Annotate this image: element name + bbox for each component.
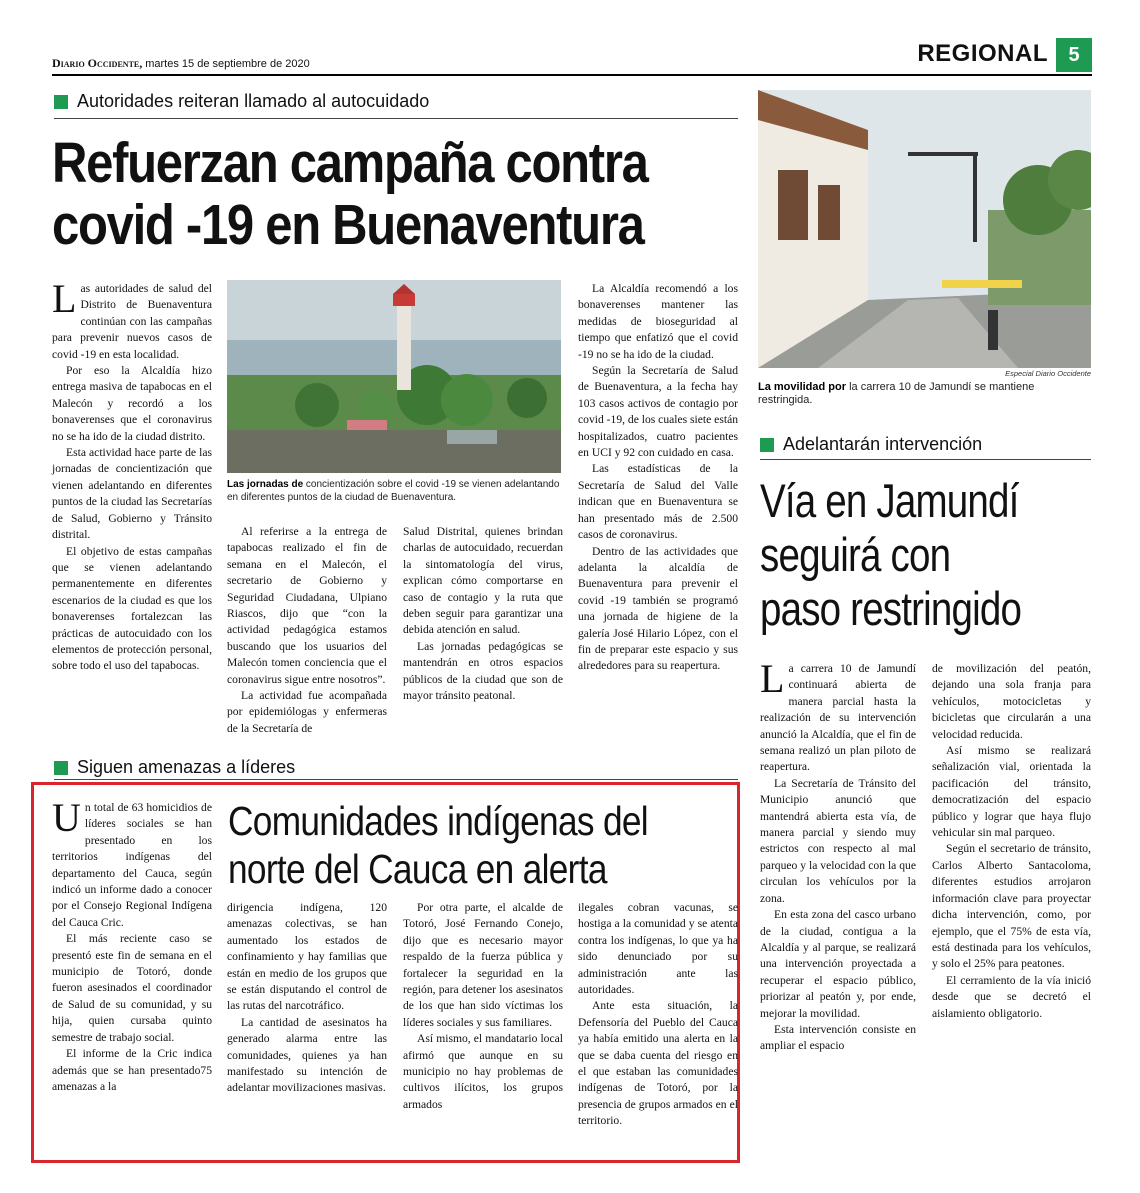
article1-col3-para1: Salud Distrital, quienes brindan charlas de autocuidado, recuerdan la sintomatología del virus, explican cómo comportarse en caso de contagio y la ruta que deben seguir para garantizar una debida atención en salud. [403,525,563,637]
article3-col4-para1: ilegales cobran vacunas, se hostiga a la comunidad y se atenta contra los indígenas, lo que ya ha sido denunciado por su administración ante las autoridades. [578,901,738,997]
article1-col1-para4: El objetivo de estas campañas que se vienen adelantando permanentemente en diferentes escenarios de la ciudad es que los bonaverenses fortalezcan las prácticas de autocuidado con los elementos de protección personal, sobre todo el uso del tapabocas. [52,544,212,673]
kicker-square-icon [54,95,68,109]
article1-drop-cap: L [52,276,77,321]
article3-kicker-rule [54,779,738,780]
article2-kicker-rule [760,459,1091,460]
article2-column-2 [932,661,1091,1022]
article2-col1-para2: La Secretaría de Tránsito del Municipio anunció que mantendrá abierta esta vía, de manera parcial y siendo muy estrictos con respecto al mal parqueo y la velocidad con la que circulan los vehículos por la zona. [760,776,916,905]
article1-col1-para1-text: as autoridades de salud del Distrito de Buenaventura continúan con las campañas para prevenir nuevos casos de covid -19 en esta localidad. [52,282,212,361]
article2-col1-para4: Esta intervención consiste en ampliar el espacio [760,1022,916,1053]
article3-col1-para1 [52,795,212,931]
article1-column-2 [227,524,387,737]
article3-column-3 [403,900,563,1113]
article1-kicker-text: Autoridades reiteran llamado al autocuidado [77,91,430,111]
article1-photo [227,280,561,473]
article2-col2-para2: Así mismo se realizará señalización vial, orientada la pacificación del tránsito, democratización del espacio público y lograr que haya flujo vehicular sin mal parqueo. [932,744,1091,840]
article2-col1-para3: En esta zona del casco urbano de la ciudad, contigua a la Alcaldía y al parque, se realizará una intervención proyectada a recuperar el espacio público, priorizar al peatón y, por ende, mejorar la movilidad. [760,908,916,1020]
article2-column-1 [760,656,916,1055]
article3-drop-cap: U [52,795,81,840]
article2-col2-para3: Según el secretario de tránsito, Carlos Alberto Santacoloma, diferentes estudios arrojaron información clave para proyectar dicha intervención, como, por ejemplo, que el 75% de esta vía, está destinada para los vehículos, y solo el 25% para peatones. [932,842,1091,971]
article1-column-1 [52,276,212,675]
article2-headline-line2: seguirá con [760,528,951,581]
article1-caption-lead: Las jornadas de [227,479,304,490]
article1-headline [52,132,654,256]
article1-kicker-rule [54,118,738,119]
article3-kicker-text: Siguen amenazas a líderes [77,757,296,777]
article1-col1-para2: Por eso la Alcaldía hizo entrega masiva de tapabocas en el Malecón y recordó a los bonaverenses que el coronavirus no se ha ido de la ciudad distrito. [52,364,212,443]
article3-column-2 [227,900,387,1097]
article3-col2-para1: dirigencia indígena, 120 amenazas colectivas, se han aumentado los estados de confinamiento y hay familias que están en medio de los grupos que se están disputando el control de las rutas del narcotráfico. [227,901,387,1013]
article2-drop-cap: L [760,656,785,701]
article2-caption-lead: La movilidad por [758,381,847,393]
header-rule [52,74,1092,76]
article2-photo-caption [758,381,1091,407]
article3-headline [228,797,727,893]
paper-name: Diario Occidente, [52,56,143,70]
article1-headline-line1: Refuerzan campaña contra [52,131,648,195]
article3-col3-para1: Por otra parte, el alcalde de Totoró, José Fernando Conejo, dijo que es necesario mayor respaldo de la fuerza pública y fortalecer la seguridad en la región, para detener los asesinatos de los que han sido víctimas los líderes sociales y sus familiares. [403,901,563,1029]
article1-col4-para2: Según la Secretaría de Salud de Buenaventura, a la fecha hay 103 casos activos de contagio por covid -19, de los cuales siete están hospitalizados, cuatro pacientes en UCI y 92 con cuidado en casa. [578,364,739,460]
article1-column-4 [578,281,738,675]
article2-col2-para4: El cerramiento de la vía inició desde que se decretó el aislamiento obligatorio. [932,973,1091,1020]
article3-headline-line2: norte del Cauca en alerta [228,846,607,892]
article2-photo-credit: Especial Diario Occidente [1005,369,1091,378]
article2-headline [760,474,1088,636]
masthead-line [52,56,310,71]
article1-col2-para1: Al referirse a la entrega de tapabocas realizado el fin de semana en el Malecón, el secretario de Gobierno y Seguridad Ciudadana, Ulpiano Riascos, dijo que “con la actividad pedagógica estamos buscando que los usuarios del Malecón tomen conciencia que el coronavirus sigue entre nosotros”. [227,525,387,686]
page-header [52,38,1092,78]
article2-headline-line3: paso restringido [760,582,1022,635]
article3-column-4 [578,900,738,1130]
article1-col4-para3: Las estadísticas de la Secretaría de Salud del Valle indican que en Buenaventura se han presentado más de 2.500 casos de coronavirus. [578,462,738,542]
article3-col1-para2: El más reciente caso se presentó este fin de semana en el municipio de Totoró, donde fueron asesinados el coordinador de Salud de su comunidad, y su hija, quien cursaba quinto semestre de trabajo social. [52,932,212,1044]
article2-col1-para1 [760,656,916,776]
kicker-square-icon [760,438,774,452]
issue-date: martes 15 de septiembre de 2020 [145,58,310,70]
article1-photo-caption [227,478,561,504]
article1-column-3 [403,524,563,704]
article1-kicker [54,91,429,112]
article1-col1-para1 [52,276,212,363]
article2-col1-para1-text: a carrera 10 de Jamundí continuará abierta de manera parcial hasta la realización de su intervención anunció la Alcaldía, que el fin de semana realizó un plan piloto de reapertura. [760,662,916,774]
article3-col3-para2: Así mismo, el mandatario local afirmó que aunque en su municipio no hay problemas de cultivos ilícitos, los grupos armados [403,1032,563,1111]
article2-caption-rest: la carrera 10 de Jamundí se mantiene restringida. [758,381,1035,406]
jamundi-street-photo-image [758,90,1091,368]
article1-col2-para2: La actividad fue acompañada por epidemiólogas y enfermeras de la Secretaría de [227,689,387,735]
article2-photo [758,90,1091,368]
article1-col1-para3: Esta actividad hace parte de las jornadas de concientización que vienen adelantando en diferentes puntos de la ciudad las Secretarías de Salud, Gobierno y Tránsito distrital. [52,446,212,542]
section-title: REGIONAL [917,40,1048,67]
article1-headline-line2: covid -19 en Buenaventura [52,193,644,257]
article2-kicker-text: Adelantarán intervención [783,434,983,454]
article3-col1-para1-text: n total de 63 homicidios de líderes sociales se han presentado en los territorios indígenas del departamento del Cauca, según indicó un informe dado a conocer por el Consejo Regional Indígena del Cauca Cric. [52,801,212,929]
article1-caption-rest: concientización sobre el covid -19 se vienen adelantando en diferentes puntos de la ciudad de Buenaventura. [227,479,560,503]
article2-col2-para1: de movilización del peatón, dejando una sola franja para vehículos, motocicletas y bicicletas que circularán a una velocidad reducida. [932,662,1091,741]
article3-headline-line1: Comunidades indígenas del [228,798,648,844]
article2-headline-line1: Vía en Jamundí [760,474,1019,527]
article3-col4-para2: Ante esta situación, la Defensoría del Pueblo del Cauca ya había emitido una alerta en la que se daba cuenta del riesgo en el que estaban las comunidades indígenas de Totoró, por la presencia de grupos armados en el territorio. [578,999,738,1128]
article3-kicker [54,757,295,778]
article1-col4-para4: Dentro de las actividades que adelanta la alcaldía de Buenaventura para prevenir el covid -19 también se programó una jornada de higiene de la galería José Hilario López, con el fin de preparar este espacio y sus alrededores para su reapertura. [578,544,738,673]
page-number: 5 [1056,38,1092,72]
article1-col4-para1: La Alcaldía recomendó a los bonaverenses mantener las medidas de bioseguridad al tiempo que enfatizó que el covid -19 no se ha ido de la ciudad. [578,282,738,361]
article3-col2-para2: La cantidad de asesinatos ha generado alarma entre las comunidades, quienes ya han manifestado su intención de adelantar movilizaciones masivas. [227,1015,387,1095]
kicker-square-icon [54,761,68,775]
malecon-photo-image [227,280,561,473]
article3-col1-para3: El informe de la Cric indica además que se han presentado75 amenazas a la [52,1047,212,1093]
article3-column-1 [52,795,212,1095]
article1-col3-para2: Las jornadas pedagógicas se mantendrán en otros espacios públicos de la ciudad que son de mayor tránsito peatonal. [403,639,563,703]
article2-kicker [760,434,982,455]
